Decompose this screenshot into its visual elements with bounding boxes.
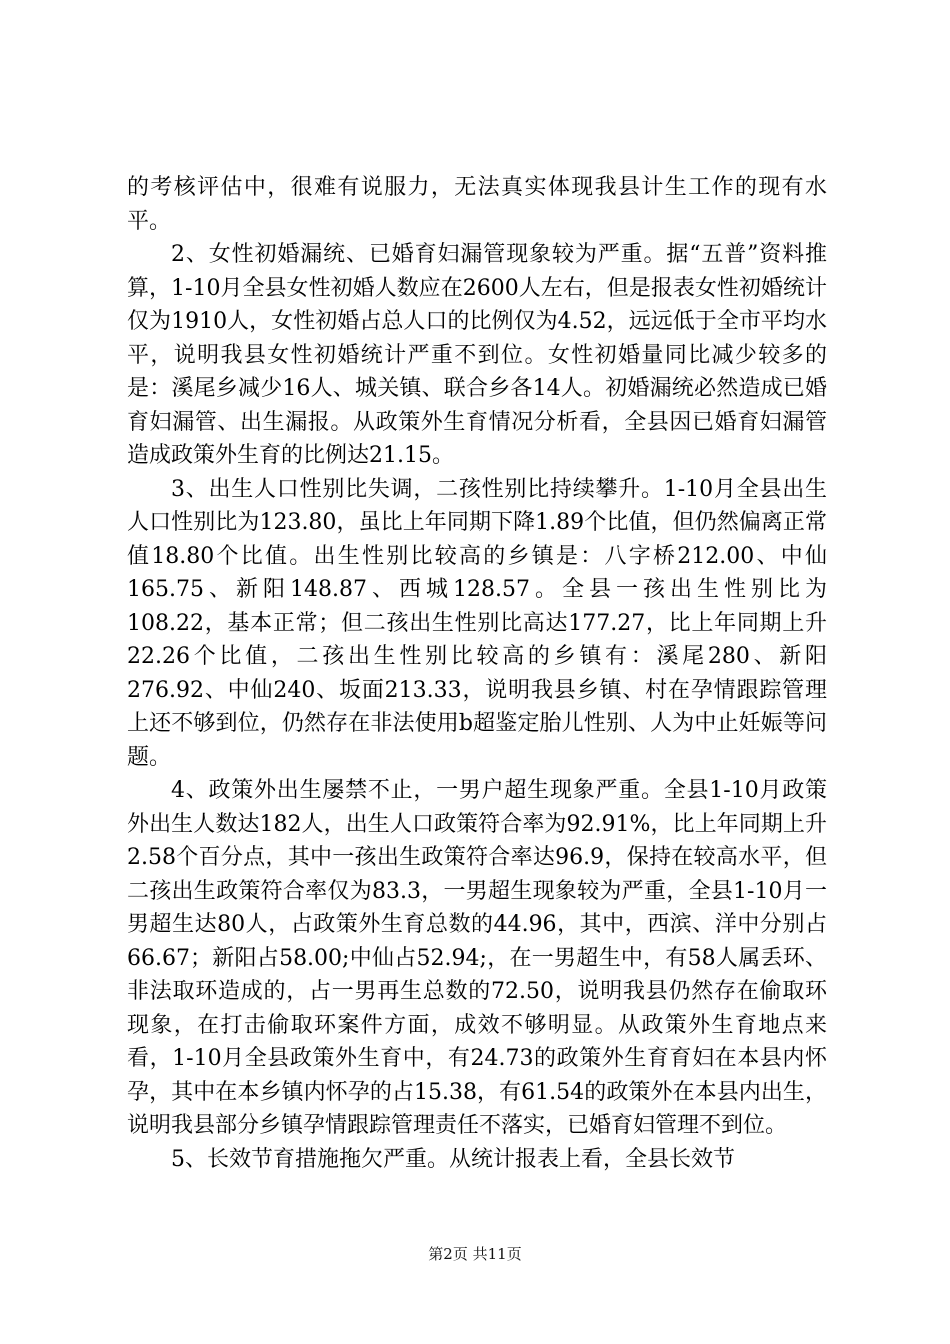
page-footer: 第2页 共11页 [428, 1245, 522, 1263]
paragraph-2: 2、女性初婚漏统、已婚育妇漏管现象较为严重。据“五普”资料推算，1-10月全县女性初婚人数应在2600人左右，但是报表女性初婚统计仅为1910人，女性初婚占总人口的比例仅为4.52，远远低于全市平均水平，说明我县女性初婚统计严重不到位。女性初婚量同比减少较多的是：溪尾乡减少16人、城关镇、联合乡各14人。初婚漏统必然造成已婚育妇漏管、出生漏报。从政策外生育情况分析看，全县因已婚育妇漏管造成政策外生育的比例达21.15。 [127, 242, 827, 468]
paragraph-3: 3、出生人口性别比失调，二孩性别比持续攀升。1-10月全县出生人口性别比为123.80，虽比上年同期下降1.89个比值，但仍然偏离正常值18.80个比值。出生性别比较高的乡镇是：八字桥212.00、中仙165.75、新阳148.87、西城128.57。全县一孩出生性别比为108.22，基本正常；但二孩出生性别比高达177.27，比上年同期上升22.26个比值，二孩出生性别比较高的乡镇有：溪尾280、新阳276.92、中仙240、坂面213.33，说明我县乡镇、村在孕情跟踪管理上还不够到位，仍然存在非法使用b超鉴定胎儿性别、人为中止妊娠等问题。 [127, 476, 827, 770]
paragraph-continuation: 的考核评估中，很难有说服力，无法真实体现我县计生工作的现有水平。 [127, 175, 827, 234]
document-body [127, 171, 827, 1176]
paragraph-5: 5、长效节育措施拖欠严重。从统计报表上看，全县长效节 [171, 1146, 735, 1172]
paragraph-4: 4、政策外出生屡禁不止，一男户超生现象严重。全县1-10月政策外出生人数达182人，出生人口政策符合率为92.91%，比上年同期上升2.58个百分点，其中一孩出生政策符合率达96.9，保持在较高水平，但二孩出生政策符合率仅为83.3，一男超生现象较为严重，全县1-10月一男超生达80人，占政策外生育总数的44.96，其中，西滨、洋中分别占66.67；新阳占58.00;中仙占52.94;，在一男超生中，有58人属丢环、非法取环造成的，占一男再生总数的72.50，说明我县仍然存在偷取环现象，在打击偷取环案件方面，成效不够明显。从政策外生育地点来看，1-10月全县政策外生育中，有24.73的政策外生育育妇在本县内怀孕，其中在本乡镇内怀孕的占15.38，有61.54的政策外在本县内出生，说明我县部分乡镇孕情跟踪管理责任不落实，已婚育妇管理不到位。 [127, 778, 827, 1138]
